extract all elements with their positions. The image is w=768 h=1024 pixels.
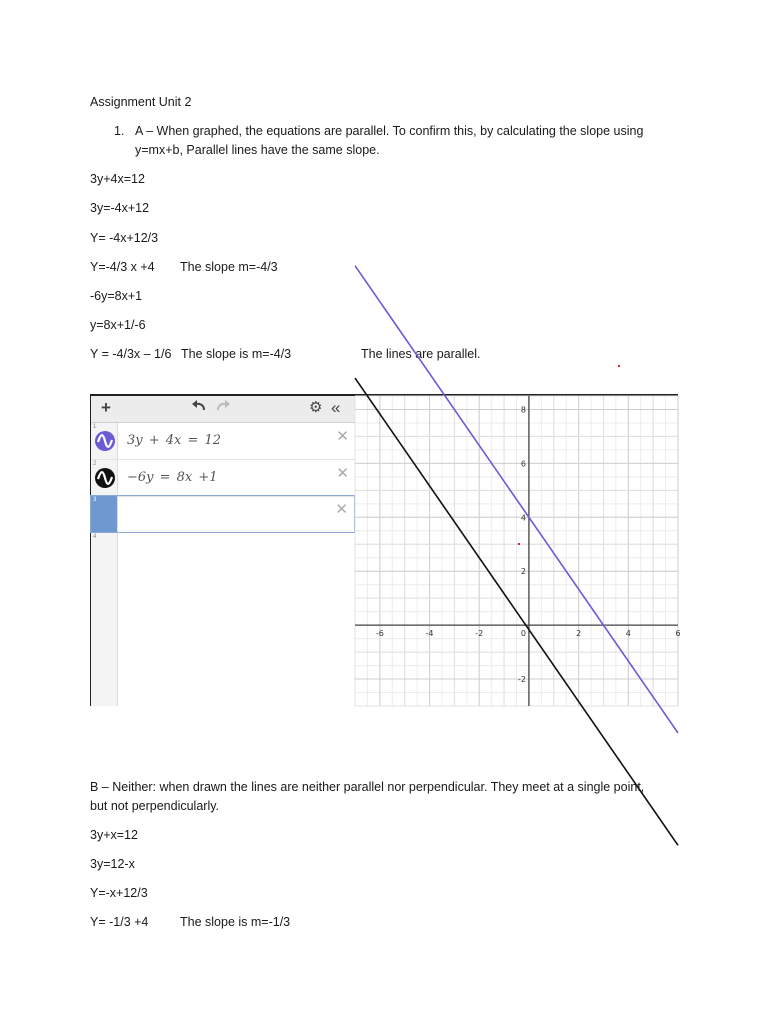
close-icon[interactable]: ✕: [336, 465, 349, 482]
stray-dot: [618, 365, 620, 367]
y-tick-label: 2: [520, 567, 526, 577]
y-tick-label: 8: [520, 405, 526, 415]
expression-index: 4: [93, 534, 97, 540]
expression-row-active[interactable]: [90, 495, 355, 533]
x-tick-label: 0: [520, 629, 526, 639]
expression-row[interactable]: [91, 533, 355, 683]
close-icon[interactable]: ✕: [336, 428, 349, 445]
x-tick-label: -2: [475, 629, 484, 639]
equation-step: 3y=-4x+12: [90, 201, 150, 215]
equation-step: y=8x+1/-6: [90, 318, 146, 332]
equation-step: Y = -4/3x – 1/6: [90, 347, 172, 361]
equation-step: Y=-4/3 x +4: [90, 260, 155, 274]
x-tick-label: 4: [625, 629, 631, 639]
expression-toolbar: [91, 396, 355, 423]
y-tick-label: -2: [517, 675, 526, 685]
list-number: 1.: [114, 124, 125, 138]
equation-step: 3y+x=12: [90, 828, 138, 842]
graphing-calculator: [90, 394, 681, 706]
slope-note: The slope m=-4/3: [180, 260, 278, 274]
expression-index: 1: [93, 424, 97, 430]
equation-step: Y=-x+12/3: [90, 886, 148, 900]
equation-step: Y= -1/3 +4: [90, 915, 149, 929]
y-tick-label: 6: [520, 459, 526, 469]
gear-icon[interactable]: ⚙: [309, 399, 323, 416]
expression-text[interactable]: −6y = 8x +1: [127, 470, 218, 485]
expression-row[interactable]: [91, 460, 355, 497]
redo-icon[interactable]: [215, 399, 231, 418]
equation-step: 3y+4x=12: [90, 172, 145, 186]
wave-icon[interactable]: [95, 431, 115, 451]
double-chevron-left-icon[interactable]: «: [331, 398, 341, 417]
plus-icon[interactable]: +: [101, 398, 111, 417]
expression-index: 3: [93, 497, 97, 503]
question-1b-line1: B – Neither: when drawn the lines are neither parallel nor perpendicular. They meet at a single point,: [90, 780, 645, 794]
equation-step: Y= -4x+12/3: [90, 231, 159, 245]
graph-area[interactable]: [355, 396, 681, 706]
x-tick-label: 6: [675, 629, 681, 639]
equation-step: -6y=8x+1: [90, 289, 143, 303]
expression-index: 2: [93, 461, 97, 467]
question-1a-intro-line1: A – When graphed, the equations are parallel. To confirm this, by calculating the slope using: [135, 124, 644, 138]
wave-icon[interactable]: [95, 468, 115, 488]
close-icon[interactable]: ✕: [335, 501, 348, 518]
question-1b-line2: but not perpendicularly.: [90, 799, 220, 813]
document-title: Assignment Unit 2: [90, 95, 192, 109]
slope-note: The slope is m=-1/3: [180, 915, 291, 929]
x-tick-label: 2: [576, 629, 582, 639]
slope-note: The slope is m=-4/3: [181, 347, 292, 361]
expression-panel: [91, 396, 356, 706]
equation-step: 3y=12-x: [90, 857, 135, 871]
conclusion-text: The lines are parallel.: [361, 347, 481, 361]
expression-text[interactable]: 3y + 4x = 12: [127, 433, 222, 448]
stray-dot: [518, 543, 520, 545]
question-1a-intro-line2: y=mx+b, Parallel lines have the same slope.: [135, 143, 380, 157]
x-tick-label: -6: [375, 629, 384, 639]
y-tick-label: 4: [520, 513, 526, 523]
x-tick-label: -4: [425, 629, 434, 639]
undo-icon[interactable]: [191, 399, 207, 418]
expression-row[interactable]: [91, 423, 355, 460]
